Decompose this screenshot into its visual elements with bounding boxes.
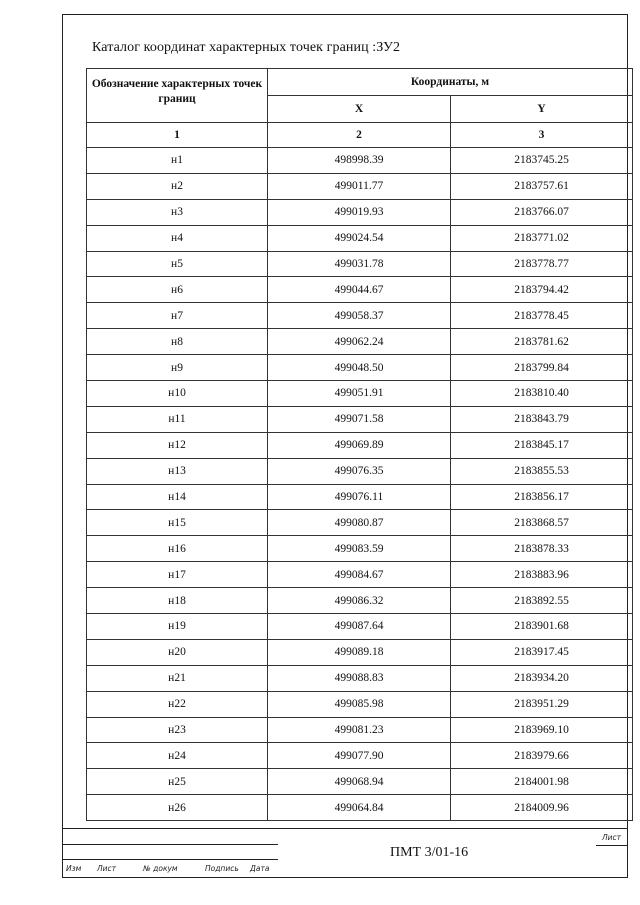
header-x: X	[268, 96, 451, 123]
y-cell: 2183799.84	[451, 355, 633, 381]
table-row	[87, 743, 633, 769]
point-cell: н15	[87, 510, 268, 536]
x-cell: 499089.18	[268, 639, 451, 665]
table-row	[87, 277, 633, 303]
point-cell: н24	[87, 743, 268, 769]
table-row	[87, 303, 633, 329]
table-row	[87, 484, 633, 510]
table-row	[87, 381, 633, 407]
y-cell: 2183778.45	[451, 303, 633, 329]
point-cell: н8	[87, 329, 268, 355]
table-row	[87, 251, 633, 277]
point-cell: н16	[87, 536, 268, 562]
column-number: 2	[268, 123, 451, 148]
point-cell: н17	[87, 562, 268, 588]
table-row	[87, 536, 633, 562]
x-cell: 499062.24	[268, 329, 451, 355]
point-cell: н6	[87, 277, 268, 303]
y-cell: 2183868.57	[451, 510, 633, 536]
table-row	[87, 458, 633, 484]
coordinates-table	[86, 68, 633, 821]
y-cell: 2183781.62	[451, 329, 633, 355]
point-cell: н19	[87, 614, 268, 640]
y-cell: 2183794.42	[451, 277, 633, 303]
table-row	[87, 406, 633, 432]
y-cell: 2184009.96	[451, 795, 633, 821]
point-cell: н2	[87, 173, 268, 199]
point-cell: н7	[87, 303, 268, 329]
x-cell: 498998.39	[268, 148, 451, 174]
x-cell: 499076.11	[268, 484, 451, 510]
stamp-label-izm: Изм	[66, 864, 82, 873]
table-row	[87, 588, 633, 614]
header-point-designation: Обозначение характерных точек границ	[87, 69, 268, 123]
stamp-label-sheet: Лист	[602, 833, 622, 842]
x-cell: 499088.83	[268, 665, 451, 691]
stamp-sheet-line	[596, 845, 628, 846]
point-cell: н10	[87, 381, 268, 407]
point-cell: н21	[87, 665, 268, 691]
y-cell: 2183757.61	[451, 173, 633, 199]
column-number: 3	[451, 123, 633, 148]
x-cell: 499080.87	[268, 510, 451, 536]
table-row	[87, 614, 633, 640]
header-y: Y	[451, 96, 633, 123]
x-cell: 499083.59	[268, 536, 451, 562]
table-row	[87, 510, 633, 536]
y-cell: 2183856.17	[451, 484, 633, 510]
y-cell: 2183917.45	[451, 639, 633, 665]
x-cell: 499085.98	[268, 691, 451, 717]
y-cell: 2183843.79	[451, 406, 633, 432]
y-cell: 2184001.98	[451, 769, 633, 795]
table-row	[87, 769, 633, 795]
y-cell: 2183883.96	[451, 562, 633, 588]
point-cell: н12	[87, 432, 268, 458]
y-cell: 2183778.77	[451, 251, 633, 277]
x-cell: 499069.89	[268, 432, 451, 458]
x-cell: 499031.78	[268, 251, 451, 277]
table-row	[87, 795, 633, 821]
x-cell: 499051.91	[268, 381, 451, 407]
y-cell: 2183934.20	[451, 665, 633, 691]
point-cell: н26	[87, 795, 268, 821]
document-code: ПМТ 3/01-16	[390, 845, 469, 860]
x-cell: 499084.67	[268, 562, 451, 588]
table-row	[87, 562, 633, 588]
stamp-row-line	[62, 859, 278, 860]
table-row	[87, 225, 633, 251]
x-cell: 499071.58	[268, 406, 451, 432]
point-cell: н25	[87, 769, 268, 795]
point-cell: н22	[87, 691, 268, 717]
y-cell: 2183979.66	[451, 743, 633, 769]
x-cell: 499058.37	[268, 303, 451, 329]
y-cell: 2183745.25	[451, 148, 633, 174]
stamp-label-signature: Подпись	[205, 864, 239, 873]
stamp-top-line	[62, 828, 628, 829]
x-cell: 499076.35	[268, 458, 451, 484]
point-cell: н18	[87, 588, 268, 614]
y-cell: 2183855.53	[451, 458, 633, 484]
table-row	[87, 717, 633, 743]
point-cell: н4	[87, 225, 268, 251]
table-row	[87, 355, 633, 381]
stamp-label-date: Дата	[250, 864, 270, 873]
table-row	[87, 432, 633, 458]
x-cell: 499068.94	[268, 769, 451, 795]
y-cell: 2183878.33	[451, 536, 633, 562]
point-cell: н3	[87, 199, 268, 225]
y-cell: 2183892.55	[451, 588, 633, 614]
x-cell: 499048.50	[268, 355, 451, 381]
stamp-label-list: Лист	[97, 864, 117, 873]
stamp-row-line	[62, 844, 278, 845]
y-cell: 2183845.17	[451, 432, 633, 458]
x-cell: 499077.90	[268, 743, 451, 769]
x-cell: 499011.77	[268, 173, 451, 199]
table-row	[87, 639, 633, 665]
x-cell: 499019.93	[268, 199, 451, 225]
table-row	[87, 199, 633, 225]
coordinates-body	[87, 148, 633, 821]
point-cell: н1	[87, 148, 268, 174]
y-cell: 2183951.29	[451, 691, 633, 717]
x-cell: 499024.54	[268, 225, 451, 251]
x-cell: 499044.67	[268, 277, 451, 303]
point-cell: н14	[87, 484, 268, 510]
x-cell: 499064.84	[268, 795, 451, 821]
point-cell: н11	[87, 406, 268, 432]
y-cell: 2183771.02	[451, 225, 633, 251]
table-row	[87, 691, 633, 717]
y-cell: 2183810.40	[451, 381, 633, 407]
stamp-label-doc-no: № докум	[143, 864, 178, 873]
table-row	[87, 148, 633, 174]
header-coordinates: Координаты, м	[268, 69, 633, 96]
y-cell: 2183766.07	[451, 199, 633, 225]
y-cell: 2183969.10	[451, 717, 633, 743]
point-cell: н5	[87, 251, 268, 277]
x-cell: 499086.32	[268, 588, 451, 614]
x-cell: 499081.23	[268, 717, 451, 743]
table-row	[87, 173, 633, 199]
point-cell: н20	[87, 639, 268, 665]
catalog-title: Каталог координат характерных точек границ :ЗУ2	[92, 40, 401, 55]
x-cell: 499087.64	[268, 614, 451, 640]
column-number: 1	[87, 123, 268, 148]
point-cell: н23	[87, 717, 268, 743]
y-cell: 2183901.68	[451, 614, 633, 640]
table-row	[87, 665, 633, 691]
point-cell: н13	[87, 458, 268, 484]
table-row	[87, 329, 633, 355]
point-cell: н9	[87, 355, 268, 381]
